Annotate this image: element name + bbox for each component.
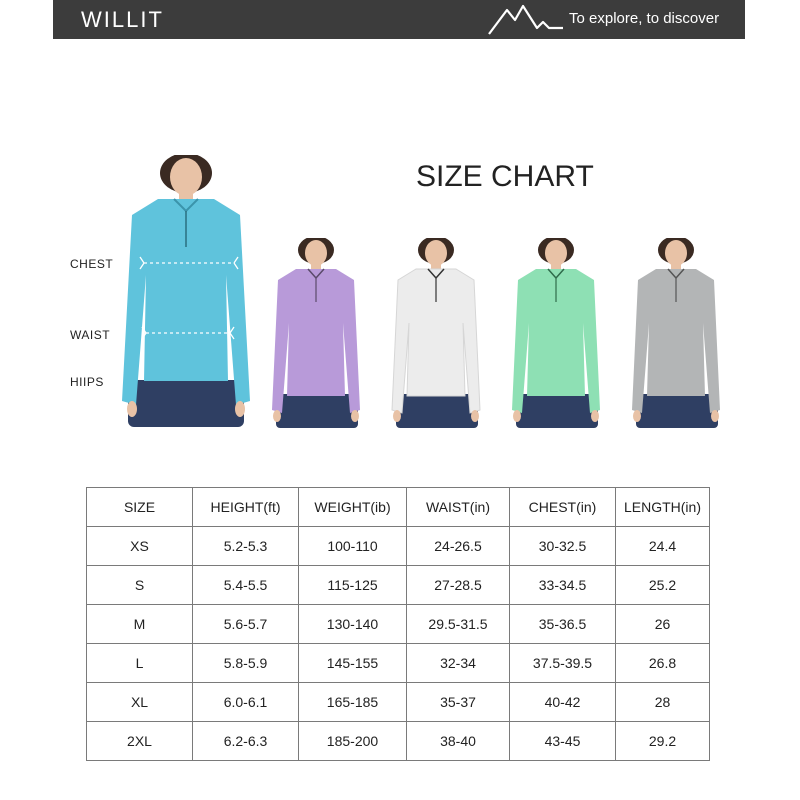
header-chest: CHEST(in) <box>510 488 616 527</box>
cell-chest: 33-34.5 <box>510 566 616 605</box>
cell-waist: 24-26.5 <box>407 527 510 566</box>
size-table <box>86 487 710 761</box>
cell-length: 29.2 <box>616 722 710 761</box>
cell-height: 6.2-6.3 <box>193 722 299 761</box>
model-lavender <box>268 238 366 428</box>
cell-height: 6.0-6.1 <box>193 683 299 722</box>
waist-label: WAIST <box>70 328 111 342</box>
table-row <box>87 644 710 683</box>
cell-waist: 27-28.5 <box>407 566 510 605</box>
cell-waist: 32-34 <box>407 644 510 683</box>
cell-size: M <box>87 605 193 644</box>
cell-length: 26 <box>616 605 710 644</box>
model-sky-blue <box>118 155 258 427</box>
cell-length: 25.2 <box>616 566 710 605</box>
table-row <box>87 722 710 761</box>
header-waist: WAIST(in) <box>407 488 510 527</box>
cell-waist: 35-37 <box>407 683 510 722</box>
mountain-icon <box>487 4 567 36</box>
cell-weight: 115-125 <box>299 566 407 605</box>
cell-size: L <box>87 644 193 683</box>
cell-height: 5.8-5.9 <box>193 644 299 683</box>
cell-size: XS <box>87 527 193 566</box>
cell-size: S <box>87 566 193 605</box>
cell-waist: 29.5-31.5 <box>407 605 510 644</box>
table-row <box>87 527 710 566</box>
chest-label: CHEST <box>70 257 114 271</box>
tagline: To explore, to discover <box>569 10 720 27</box>
cell-size: XL <box>87 683 193 722</box>
cell-chest: 35-36.5 <box>510 605 616 644</box>
cell-length: 28 <box>616 683 710 722</box>
cell-height: 5.6-5.7 <box>193 605 299 644</box>
cell-weight: 145-155 <box>299 644 407 683</box>
cell-chest: 43-45 <box>510 722 616 761</box>
page-title: SIZE CHART <box>416 160 594 193</box>
cell-weight: 100-110 <box>299 527 407 566</box>
header-size: SIZE <box>87 488 193 527</box>
cell-chest: 37.5-39.5 <box>510 644 616 683</box>
brand-logo: WILLIT <box>81 7 164 32</box>
model-grey <box>628 238 726 428</box>
header-length: LENGTH(in) <box>616 488 710 527</box>
cell-length: 26.8 <box>616 644 710 683</box>
header-height: HEIGHT(ft) <box>193 488 299 527</box>
cell-weight: 185-200 <box>299 722 407 761</box>
model-white <box>388 238 486 428</box>
cell-chest: 30-32.5 <box>510 527 616 566</box>
cell-chest: 40-42 <box>510 683 616 722</box>
cell-weight: 130-140 <box>299 605 407 644</box>
model-mint-green <box>508 238 606 428</box>
header-bar <box>53 0 745 39</box>
cell-weight: 165-185 <box>299 683 407 722</box>
cell-waist: 38-40 <box>407 722 510 761</box>
table-row <box>87 683 710 722</box>
hips-label: HIIPS <box>70 375 104 389</box>
cell-length: 24.4 <box>616 527 710 566</box>
cell-height: 5.4-5.5 <box>193 566 299 605</box>
cell-height: 5.2-5.3 <box>193 527 299 566</box>
table-row <box>87 605 710 644</box>
table-header-row <box>87 488 710 527</box>
header-weight: WEIGHT(ib) <box>299 488 407 527</box>
table-row <box>87 566 710 605</box>
cell-size: 2XL <box>87 722 193 761</box>
